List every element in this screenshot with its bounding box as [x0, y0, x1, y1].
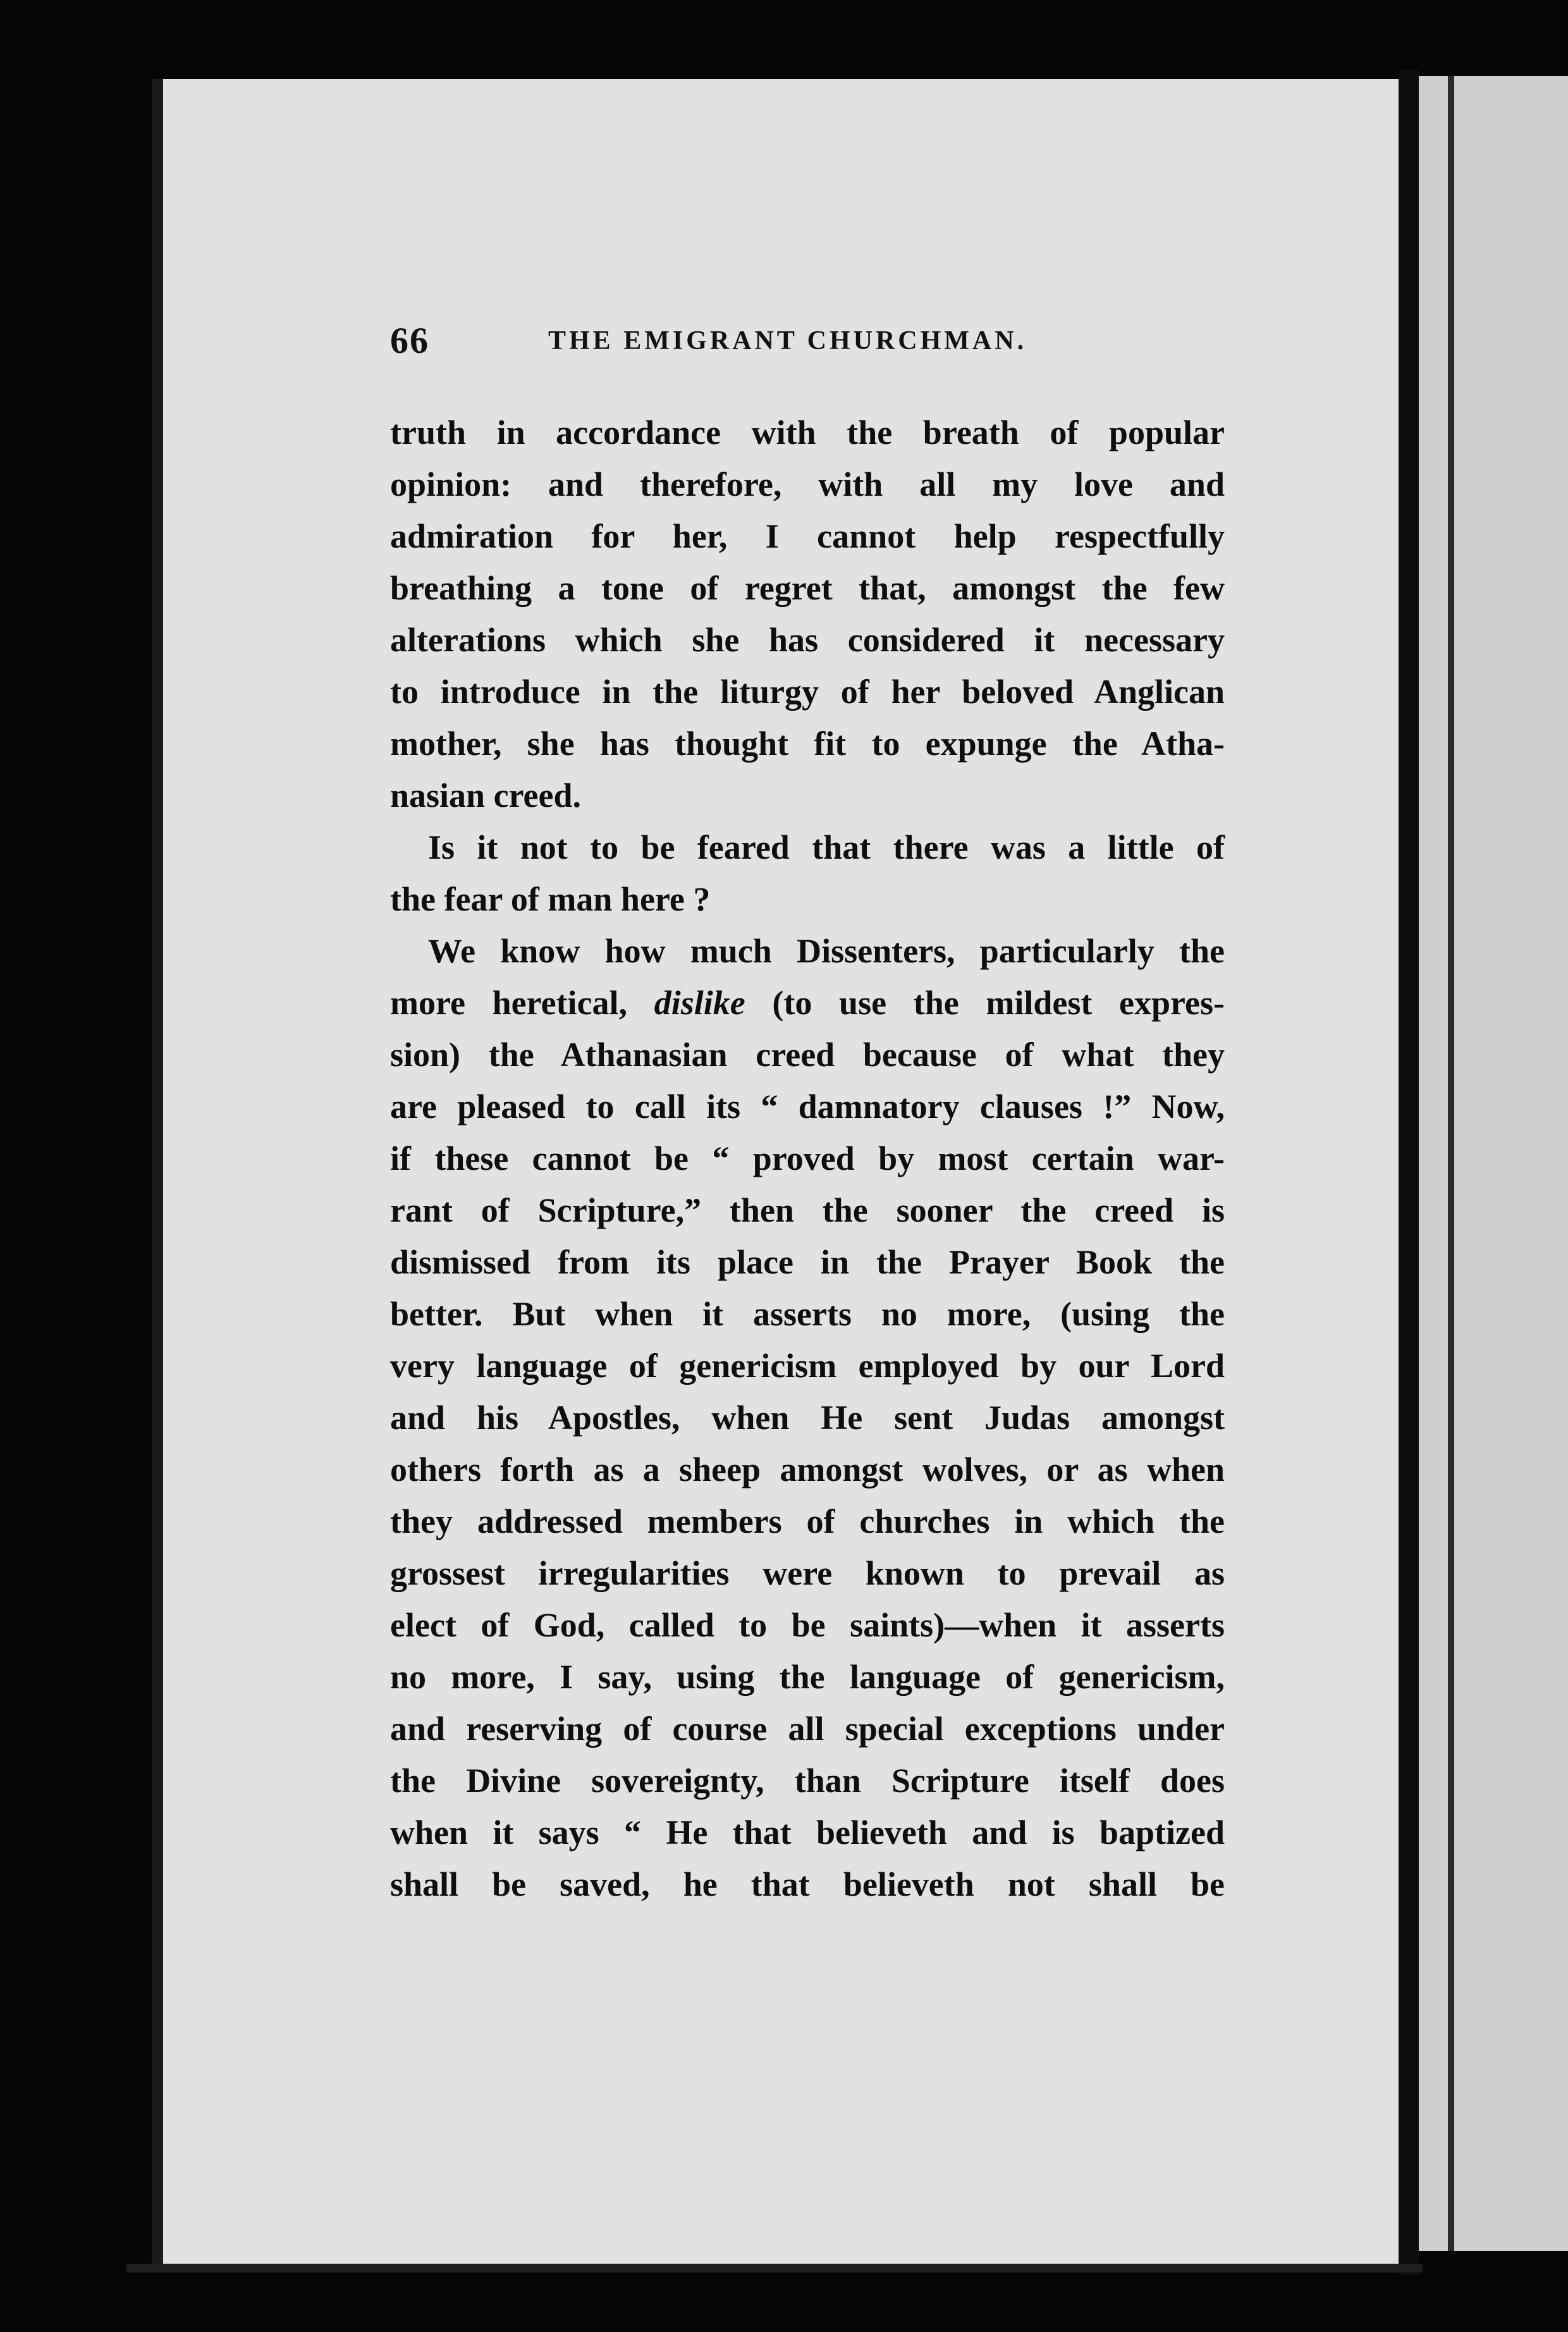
- text-line: if these cannot be “ proved by most certain war-: [390, 1139, 1225, 1177]
- text-line: they addressed members of churches in which the: [390, 1502, 1225, 1540]
- text-line: We know how much Dissenters, particularly the: [428, 932, 1225, 970]
- text-line: the Divine sovereignty, than Scripture itself does: [390, 1762, 1225, 1800]
- text-line: opinion: and therefore, with all my love and: [390, 465, 1225, 503]
- text-line: shall be saved, he that believeth not shall be: [390, 1865, 1225, 1903]
- paragraph-3: [390, 925, 1225, 1910]
- text-line: very language of genericism employed by our Lord: [390, 1347, 1225, 1385]
- text-line: more heretical, dislike (to use the mildest expres-: [390, 984, 1225, 1022]
- text-line: mother, she has thought fit to expunge the Atha-: [390, 725, 1225, 763]
- paragraph-1: [390, 407, 1225, 821]
- text-line: grossest irregularities were known to prevail as: [390, 1554, 1225, 1592]
- text-line: others forth as a sheep amongst wolves, or as when: [390, 1451, 1225, 1488]
- text-line: nasian creed.: [390, 776, 582, 814]
- body-text: [390, 407, 1225, 1910]
- text-line: Is it not to be feared that there was a little of: [428, 828, 1225, 866]
- text-line: sion) the Athanasian creed because of what they: [390, 1036, 1225, 1074]
- text-line: are pleased to call its “ damnatory clauses !” Now,: [390, 1088, 1225, 1126]
- facing-page-sliver: [1419, 76, 1568, 2251]
- italic-word: dislike: [654, 984, 745, 1022]
- page-number: 66: [390, 320, 429, 361]
- paragraph-2: [390, 821, 1225, 925]
- text-line: alterations which she has considered it necessary: [390, 621, 1225, 659]
- text-line: truth in accordance with the breath of popular: [390, 414, 1225, 451]
- page-bottom-edge: [126, 2264, 1423, 2273]
- text-line: and his Apostles, when He sent Judas amongst: [390, 1399, 1225, 1437]
- text-line: when it says “ He that believeth and is baptized: [390, 1813, 1225, 1851]
- text-line: admiration for her, I cannot help respectfully: [390, 517, 1225, 555]
- text-line: breathing a tone of regret that, amongst the few: [390, 569, 1225, 607]
- text-line: rant of Scripture,” then the sooner the creed is: [390, 1191, 1225, 1229]
- page-header: [390, 319, 1225, 370]
- running-head: THE EMIGRANT CHURCHMAN.: [548, 326, 1027, 355]
- facing-page-edge: [1448, 76, 1454, 2251]
- text-line: the fear of man here ?: [390, 880, 711, 918]
- text-line: better. But when it asserts no more, (using the: [390, 1295, 1225, 1333]
- text-line: to introduce in the liturgy of her beloved Anglican: [390, 673, 1225, 711]
- page-gutter-shadow: [1399, 70, 1419, 2276]
- text-line: elect of God, called to be saints)—when it asserts: [390, 1606, 1225, 1644]
- text-line: dismissed from its place in the Prayer Book the: [390, 1243, 1225, 1281]
- text-line: and reserving of course all special exceptions under: [390, 1710, 1225, 1748]
- text-line: no more, I say, using the language of genericism,: [390, 1658, 1225, 1696]
